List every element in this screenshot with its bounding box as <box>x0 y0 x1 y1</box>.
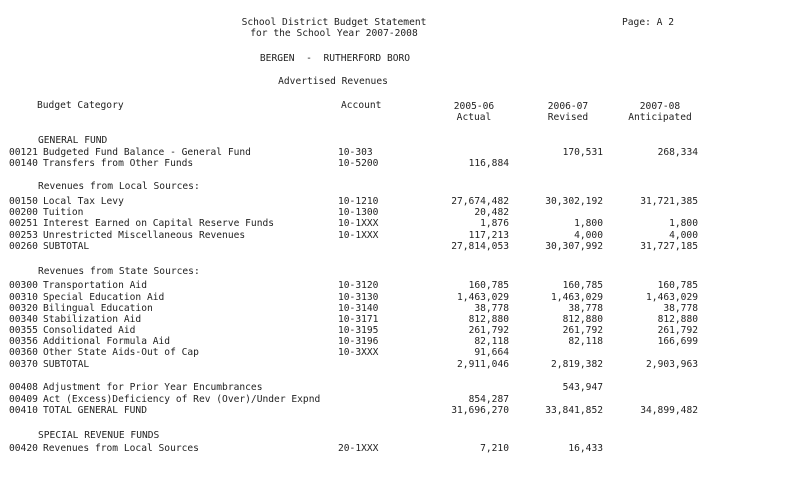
line-code: 00410 <box>9 405 38 416</box>
actual-value: 27,674,482 <box>451 196 509 207</box>
table-row <box>0 303 786 314</box>
anticipated-value: 1,463,029 <box>646 292 698 303</box>
actual-value: 812,880 <box>468 314 509 325</box>
col-header-revised-year: 2006-07 <box>547 101 589 112</box>
line-code: 00408 <box>9 382 38 393</box>
line-label: SUBTOTAL <box>43 359 90 370</box>
table-row <box>0 394 786 405</box>
section-heading <box>0 266 786 277</box>
anticipated-value: 261,792 <box>657 325 698 336</box>
section-title: Advertised Revenues <box>278 76 388 87</box>
line-code: 00355 <box>9 325 38 336</box>
line-label: Special Education Aid <box>43 292 165 303</box>
col-header-anticipated-label: Anticipated <box>628 112 692 123</box>
line-label: Additional Formula Aid <box>43 336 171 347</box>
account-number: 10-5200 <box>338 158 379 169</box>
actual-value: 117,213 <box>468 230 509 241</box>
account-number: 10-1210 <box>338 196 379 207</box>
col-header-category: Budget Category <box>37 100 124 111</box>
col-header-anticipated-year: 2007-08 <box>639 101 681 112</box>
col-header-actual-label: Actual <box>456 112 492 123</box>
revised-value: 170,531 <box>562 147 603 158</box>
line-code: 00360 <box>9 347 38 358</box>
table-row <box>0 314 786 325</box>
report-title: School District Budget Statement <box>241 17 427 28</box>
account-number: 10-3140 <box>338 303 379 314</box>
line-label: Interest Earned on Capital Reserve Funds <box>43 218 275 229</box>
revised-value: 30,307,992 <box>545 241 603 252</box>
revised-value: 33,841,852 <box>545 405 603 416</box>
anticipated-value: 812,880 <box>657 314 698 325</box>
actual-value: 27,814,053 <box>451 241 509 252</box>
page-number: Page: A 2 <box>622 17 674 28</box>
table-row <box>0 359 786 370</box>
actual-value: 160,785 <box>468 280 509 291</box>
account-number: 20-1XXX <box>338 443 379 454</box>
actual-value: 261,792 <box>468 325 509 336</box>
line-code: 00121 <box>9 147 38 158</box>
line-label: Adjustment for Prior Year Encumbrances <box>43 382 263 393</box>
line-code: 00310 <box>9 292 38 303</box>
anticipated-value: 160,785 <box>657 280 698 291</box>
anticipated-value: 166,699 <box>657 336 698 347</box>
table-row <box>0 443 786 454</box>
actual-value: 20,482 <box>474 207 509 218</box>
line-label: TOTAL GENERAL FUND <box>43 405 147 416</box>
table-row <box>0 325 786 336</box>
section-heading <box>0 135 786 146</box>
anticipated-value: 38,778 <box>663 303 698 314</box>
anticipated-value: 31,721,385 <box>640 196 698 207</box>
col-header-revised-label: Revised <box>547 112 589 123</box>
account-number: 10-3195 <box>338 325 379 336</box>
line-label: Revenues from Local Sources <box>43 443 199 454</box>
account-number: 10-303 <box>338 147 373 158</box>
line-code: 00420 <box>9 443 38 454</box>
district-name: BERGEN - RUTHERFORD BORO <box>259 53 411 64</box>
actual-value: 82,118 <box>474 336 509 347</box>
col-header-account: Account <box>341 100 382 111</box>
table-row <box>0 241 786 252</box>
account-number: 10-3120 <box>338 280 379 291</box>
table-row <box>0 196 786 207</box>
table-row <box>0 147 786 158</box>
account-number: 10-3171 <box>338 314 379 325</box>
section-heading-label: Revenues from State Sources: <box>38 266 200 277</box>
line-label: Act (Excess)Deficiency of Rev (Over)/Under Expnd <box>43 394 321 405</box>
line-label: Unrestricted Miscellaneous Revenues <box>43 230 246 241</box>
account-number: 10-3130 <box>338 292 379 303</box>
line-label: Bilingual Education <box>43 303 153 314</box>
line-code: 00140 <box>9 158 38 169</box>
table-row <box>0 158 786 169</box>
revised-value: 4,000 <box>574 230 603 241</box>
table-row <box>0 207 786 218</box>
anticipated-value: 2,903,963 <box>646 359 698 370</box>
line-code: 00260 <box>9 241 38 252</box>
section-heading-label: Revenues from Local Sources: <box>38 181 200 192</box>
revised-value: 160,785 <box>562 280 603 291</box>
line-label: Other State Aids-Out of Cap <box>43 347 199 358</box>
actual-value: 91,664 <box>474 347 509 358</box>
revised-value: 82,118 <box>568 336 603 347</box>
actual-value: 116,884 <box>468 158 509 169</box>
line-label: SUBTOTAL <box>43 241 90 252</box>
anticipated-value: 31,727,185 <box>640 241 698 252</box>
actual-value: 31,696,270 <box>451 405 509 416</box>
line-code: 00409 <box>9 394 38 405</box>
report-subtitle: for the School Year 2007-2008 <box>250 28 418 39</box>
actual-value: 38,778 <box>474 303 509 314</box>
table-row <box>0 230 786 241</box>
table-row <box>0 280 786 291</box>
line-code: 00150 <box>9 196 38 207</box>
revised-value: 261,792 <box>562 325 603 336</box>
anticipated-value: 268,334 <box>657 147 698 158</box>
revised-value: 1,800 <box>574 218 603 229</box>
line-code: 00200 <box>9 207 38 218</box>
revised-value: 2,819,382 <box>551 359 603 370</box>
anticipated-value: 34,899,482 <box>640 405 698 416</box>
revised-value: 812,880 <box>562 314 603 325</box>
revised-value: 543,947 <box>562 382 603 393</box>
actual-value: 854,287 <box>468 394 509 405</box>
line-code: 00300 <box>9 280 38 291</box>
line-code: 00370 <box>9 359 38 370</box>
revised-value: 16,433 <box>568 443 603 454</box>
line-code: 00251 <box>9 218 38 229</box>
actual-value: 1,876 <box>480 218 509 229</box>
line-label: Budgeted Fund Balance - General Fund <box>43 147 251 158</box>
col-header-actual-year: 2005-06 <box>453 101 495 112</box>
account-number: 10-1XXX <box>338 218 379 229</box>
table-row <box>0 218 786 229</box>
line-label: Tuition <box>43 207 84 218</box>
section-heading-label: GENERAL FUND <box>38 135 108 146</box>
table-row <box>0 405 786 416</box>
account-number: 10-3196 <box>338 336 379 347</box>
line-label: Local Tax Levy <box>43 196 124 207</box>
section-heading <box>0 181 786 192</box>
table-row <box>0 382 786 393</box>
table-row <box>0 292 786 303</box>
account-number: 10-3XXX <box>338 347 379 358</box>
actual-value: 2,911,046 <box>457 359 509 370</box>
anticipated-value: 4,000 <box>669 230 698 241</box>
line-code: 00356 <box>9 336 38 347</box>
line-code: 00320 <box>9 303 38 314</box>
section-heading <box>0 430 786 441</box>
table-row <box>0 347 786 358</box>
line-code: 00340 <box>9 314 38 325</box>
line-label: Transfers from Other Funds <box>43 158 194 169</box>
anticipated-value: 1,800 <box>669 218 698 229</box>
table-row <box>0 336 786 347</box>
revised-value: 30,302,192 <box>545 196 603 207</box>
line-label: Stabilization Aid <box>43 314 142 325</box>
section-heading-label: SPECIAL REVENUE FUNDS <box>38 430 160 441</box>
line-label: Transportation Aid <box>43 280 147 291</box>
line-code: 00253 <box>9 230 38 241</box>
line-label: Consolidated Aid <box>43 325 136 336</box>
actual-value: 7,210 <box>480 443 509 454</box>
revised-value: 38,778 <box>568 303 603 314</box>
revised-value: 1,463,029 <box>551 292 603 303</box>
actual-value: 1,463,029 <box>457 292 509 303</box>
account-number: 10-1300 <box>338 207 379 218</box>
account-number: 10-1XXX <box>338 230 379 241</box>
